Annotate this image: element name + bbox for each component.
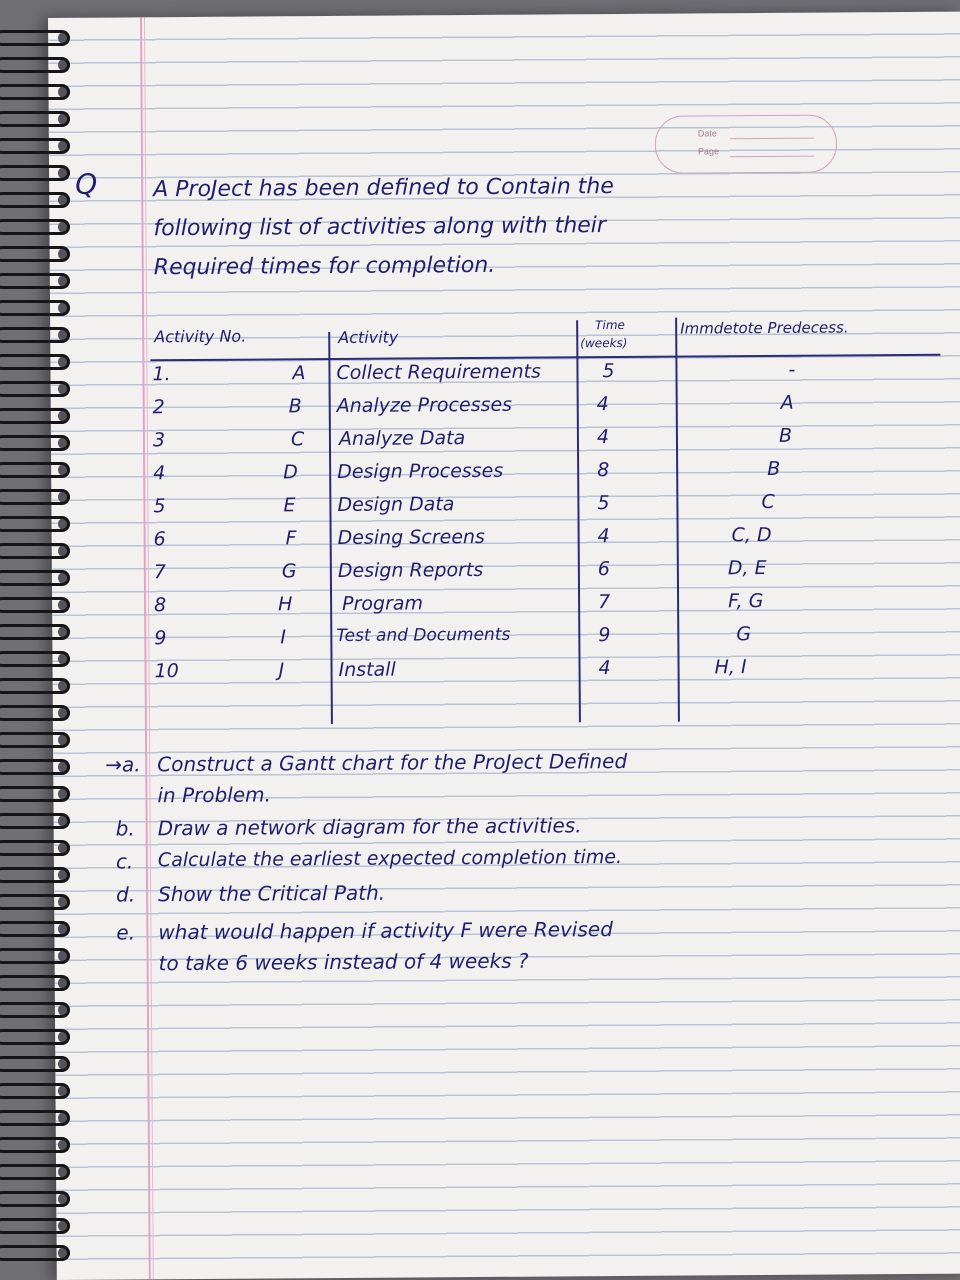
row-number: 9 [154,627,167,650]
question-label-d: d. [116,882,136,907]
spiral-ring [0,516,70,532]
table-header-rule [150,354,940,362]
spiral-ring [0,1029,70,1045]
spiral-ring [0,894,70,910]
notebook-page [48,12,960,1280]
date-line [730,138,814,140]
table-divider [675,318,680,722]
header-time: Time [595,317,625,333]
row-time: 5 [602,360,615,383]
page-label: Page [697,146,720,157]
intro-line-1: A ProJect has been defined to Contain the [153,174,614,203]
question-c: Calculate the earliest expected completion time. [157,846,623,872]
row-activity: Analyze Processes [336,393,513,417]
question-label-e: e. [116,920,136,945]
spiral-ring [0,381,70,397]
row-predecessor: F, G [728,590,764,613]
spiral-ring [0,1056,70,1072]
header-predecessors: Immdetote Predecess. [680,318,849,338]
spiral-ring [0,300,70,316]
question-e-line-2: to take 6 weeks instead of 4 weeks ? [158,948,529,976]
row-time: 6 [597,558,611,581]
spiral-ring [0,462,70,478]
row-time: 9 [598,624,611,647]
row-activity: Analyze Data [338,427,466,450]
spiral-ring [0,327,70,343]
header-activity-no: Activity No. [154,326,247,347]
row-number: 2 [152,396,165,419]
row-letter: E [283,494,296,517]
spiral-ring [0,678,70,694]
row-number: 4 [153,462,166,485]
row-time: 7 [598,591,611,614]
intro-line-2: following list of activities along with their [153,213,607,242]
row-time: 5 [597,492,610,515]
question-label-a: →a. [105,752,141,777]
date-label: Date [697,128,717,139]
question-d: Show the Critical Path. [158,880,386,907]
row-number: 7 [153,561,167,584]
spiral-ring [0,273,70,289]
row-number: 6 [153,528,166,551]
row-activity: Collect Requirements [336,360,541,384]
spiral-ring [0,165,70,181]
spiral-ring [0,705,70,721]
spiral-ring [0,1110,70,1126]
spiral-ring [0,1083,70,1099]
spiral-ring [0,354,70,370]
spiral-ring [0,1218,70,1234]
row-number: 8 [154,594,167,617]
row-time: 4 [598,657,611,680]
spiral-ring [0,759,70,775]
row-letter: A [292,362,306,385]
row-time: 4 [596,393,609,416]
row-predecessor: - [788,358,796,381]
spiral-ring [0,1002,70,1018]
row-activity: Desing Screens [337,525,485,549]
row-letter: B [288,395,302,418]
question-label-c: c. [115,849,134,874]
row-predecessor: A [780,391,794,414]
row-time: 4 [596,426,610,449]
question-a-line-2: in Problem. [157,782,272,808]
spiral-ring [0,192,70,208]
row-activity: Install [338,658,396,681]
row-letter: I [280,626,287,649]
row-number: 5 [153,495,166,518]
row-predecessor: B [778,424,793,447]
row-number: 3 [152,429,166,452]
row-activity: Design Processes [337,459,504,483]
spiral-ring [0,597,70,613]
table-divider [576,320,581,722]
row-predecessor: B [767,457,781,480]
spiral-ring [0,489,70,505]
row-time: 8 [597,459,610,482]
question-e-line-1: what would happen if activity F were Revised [158,917,613,945]
row-letter: G [281,560,297,583]
row-letter: F [285,527,297,550]
spiral-ring [0,1191,70,1207]
spiral-ring [0,624,70,640]
question-label-b: b. [115,816,135,841]
row-activity: Design Reports [337,558,484,582]
row-letter: H [278,593,293,616]
spiral-ring [0,732,70,748]
spiral-ring [0,30,70,46]
row-predecessor: C [761,490,775,514]
question-marker: Q [75,167,98,201]
spiral-ring [0,246,70,262]
page-line [730,156,814,158]
spiral-ring [0,84,70,100]
row-letter: D [283,461,298,484]
spiral-ring [0,408,70,424]
row-predecessor: D, E [727,556,767,580]
table-divider [328,332,333,724]
row-number: 10 [154,660,179,683]
spiral-ring [0,813,70,829]
intro-line-3: Required times for completion. [153,252,496,281]
spiral-ring [0,543,70,559]
spiral-ring [0,219,70,235]
header-time-unit: (weeks) [580,335,628,351]
spiral-ring [0,1164,70,1180]
spiral-ring [0,840,70,856]
row-predecessor: C, D [731,523,772,547]
spiral-ring [0,786,70,802]
date-page-box [655,114,837,173]
row-activity: Test and Documents [336,624,511,647]
question-b: Draw a network diagram for the activities. [157,813,582,841]
spiral-ring [0,975,70,991]
spiral-ring [0,921,70,937]
header-activity: Activity [338,327,399,347]
row-activity: Design Data [337,493,455,516]
spiral-ring [0,1137,70,1153]
row-letter: C [290,428,305,451]
row-activity: Program [342,592,424,615]
spiral-ring [0,570,70,586]
spiral-ring [0,138,70,154]
row-predecessor: H, I [714,656,747,679]
row-predecessor: G [736,623,752,646]
row-number: 1. [152,363,171,386]
spiral-ring [0,111,70,127]
spiral-ring [0,651,70,667]
spiral-ring [0,867,70,883]
row-time: 4 [597,525,610,548]
spiral-ring [0,1245,70,1261]
spiral-ring [0,57,70,73]
question-a-line-1: Construct a Gantt chart for the ProJect Defined [157,748,628,777]
row-letter: J [278,659,285,682]
spiral-ring [0,435,70,451]
spiral-ring [0,948,70,964]
